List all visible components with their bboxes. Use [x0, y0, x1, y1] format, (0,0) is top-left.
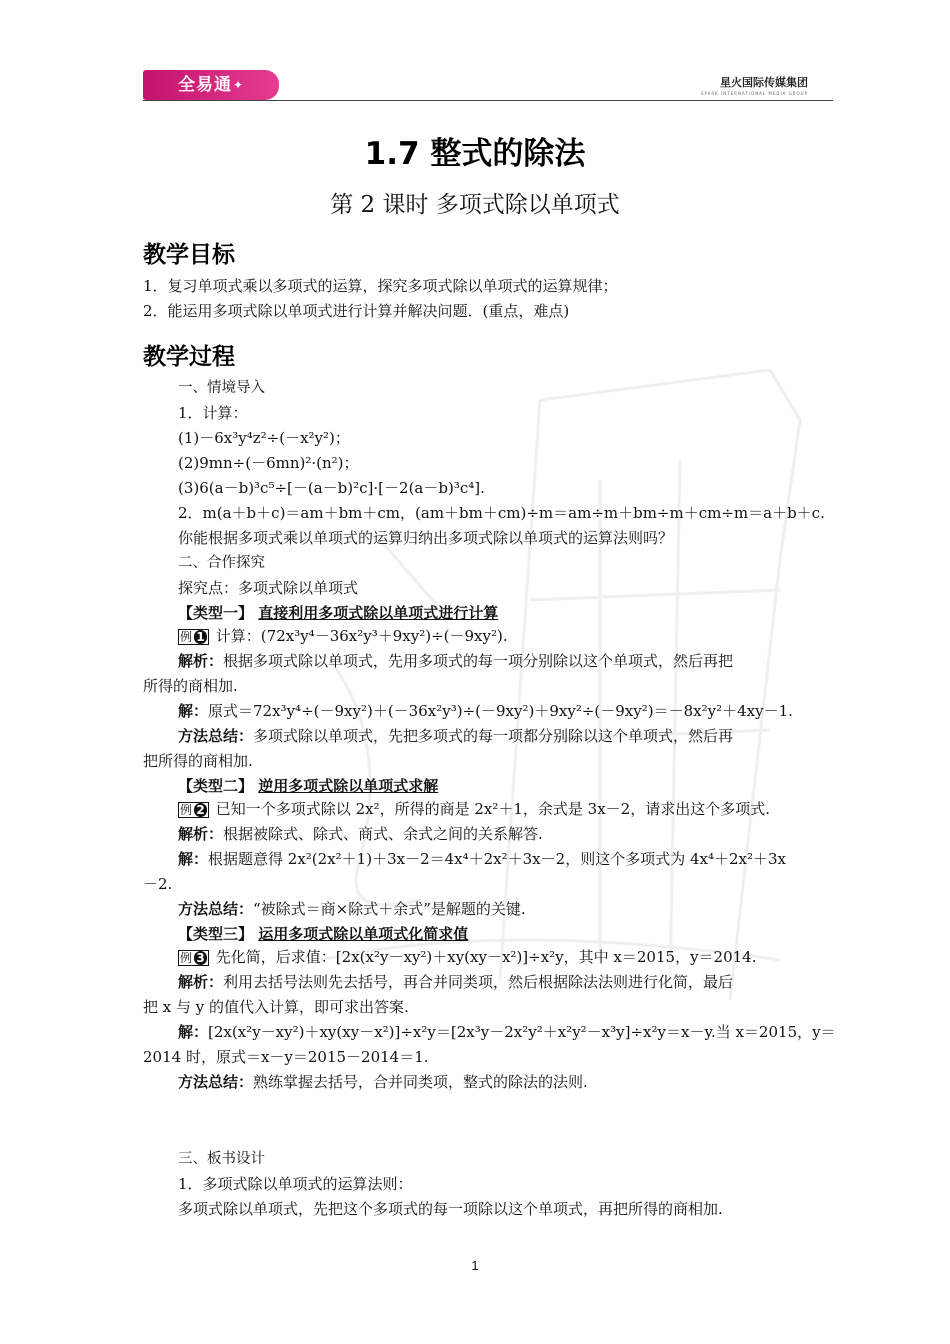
explore-point: 探究点：多项式除以单项式	[178, 579, 359, 597]
page-subtitle: 第 2 课时 多项式除以单项式	[330, 192, 620, 218]
example-3-question	[178, 947, 756, 967]
example-2-question	[178, 799, 770, 819]
example-3-solution	[178, 1022, 836, 1042]
summary-text: 多项式除以单项式，先把多项式的每一项都分别除以这个单项式，然后再	[253, 727, 734, 745]
header-divider	[143, 100, 833, 101]
example-1-badge-label: 例	[180, 630, 193, 644]
solution-text: 根据题意得 2x²(2x²＋1)＋3x－2＝4x⁴＋2x²＋3x－2，则这个多项式为 4x⁴＋2x²＋3x	[208, 850, 786, 868]
publisher-mark	[701, 74, 808, 96]
page-title: 1.7 整式的除法	[364, 136, 586, 172]
summary-text: “被除式＝商×除式＋余式”是解题的关键.	[253, 900, 526, 918]
analysis-text: 利用去括号法则先去括号，再合并同类项，然后根据除法法则进行化简，最后	[223, 973, 734, 991]
intro-question-3: 你能根据多项式乘以单项式的运算归纳出多项式除以单项式的运算法则吗？	[178, 529, 674, 547]
goals-heading: 教学目标	[143, 242, 235, 268]
intro-question-2: 2．m(a＋b＋c)＝am＋bm＋cm，(am＋bm＋cm)÷m＝am÷m＋bm÷m＋cm÷m＝a＋b＋c.	[178, 504, 825, 522]
intro-question-1: 1．计算：	[178, 404, 248, 422]
example-1-summary-cont: 把所得的商相加.	[143, 752, 253, 770]
example-1-badge	[178, 629, 209, 645]
goal-item-1: 1．复习单项式乘以多项式的运算，探究多项式除以单项式的运算规律；	[143, 277, 618, 295]
sparkle-icon: ✦	[232, 78, 245, 92]
solution-text: 原式＝72x³y⁴÷(－9xy²)＋(－36x²y³)÷(－9xy²)＋9xy²÷(－9xy²)＝－8x²y²＋4xy－1.	[208, 702, 793, 720]
example-2-analysis	[178, 824, 543, 844]
type-1-bracket: 【类型一】	[178, 604, 254, 622]
analysis-label: 解析：	[178, 652, 224, 670]
analysis-label: 解析：	[178, 973, 224, 991]
summary-label: 方法总结：	[178, 900, 254, 918]
goal-item-2: 2．能运用多项式除以单项式进行计算并解决问题．(重点，难点)	[143, 302, 570, 320]
summary-label: 方法总结：	[178, 727, 254, 745]
example-2-badge-label: 例	[180, 803, 193, 817]
solution-label: 解：	[178, 702, 209, 720]
type-1-heading	[178, 603, 498, 623]
board-design-rule-text: 多项式除以单项式，先把这个多项式的每一项除以这个单项式，再把所得的商相加.	[178, 1200, 723, 1218]
section-1-title: 一、情境导入	[178, 380, 265, 396]
type-3-heading	[178, 924, 468, 944]
example-1-analysis-cont: 所得的商相加.	[143, 677, 238, 695]
example-1-analysis	[178, 651, 733, 671]
type-2-name: 逆用多项式除以单项式求解	[258, 777, 439, 795]
example-3-question-text: 先化简，后求值：[2x(x²y－xy²)＋xy(xy－x²)]÷x²y，其中 x＝2015，y＝2014.	[215, 948, 757, 966]
example-2-solution	[178, 849, 786, 869]
example-1-badge-number: 1	[194, 630, 207, 644]
type-3-bracket: 【类型三】	[178, 925, 254, 943]
example-2-badge-number: 2	[194, 803, 207, 817]
brand-logo	[143, 70, 279, 100]
summary-label: 方法总结：	[178, 1073, 254, 1091]
summary-text: 熟练掌握去括号，合并同类项，整式的除法的法则.	[253, 1073, 588, 1091]
analysis-text: 根据被除式、除式、商式、余式之间的关系解答.	[223, 825, 543, 843]
example-3-solution-cont: 2014 时，原式＝x－y＝2015－2014＝1.	[143, 1048, 429, 1066]
logo-text: 全易通	[177, 75, 232, 95]
example-3-analysis	[178, 972, 733, 992]
page-number: 1	[471, 1258, 479, 1273]
example-2-solution-cont: －2.	[143, 875, 173, 893]
intro-question-1-part-1: (1)－6x³y⁴z²÷(－x²y²)；	[178, 429, 350, 447]
example-1-question-text: 计算：(72x³y⁴－36x²y³＋9xy²)÷(－9xy²).	[215, 627, 508, 645]
example-2-question-text: 已知一个多项式除以 2x²，所得的商是 2x²＋1，余式是 3x－2，请求出这个多项式.	[215, 800, 770, 818]
section-2-title: 二、合作探究	[178, 555, 265, 571]
example-1-solution	[178, 701, 793, 721]
type-3-name: 运用多项式除以单项式化简求值	[258, 925, 469, 943]
analysis-text: 根据多项式除以单项式，先用多项式的每一项分别除以这个单项式，然后再把	[223, 652, 734, 670]
type-2-bracket: 【类型二】	[178, 777, 254, 795]
publisher-name: 星火国际传媒集团	[720, 76, 808, 89]
solution-label: 解：	[178, 850, 209, 868]
section-3-title: 三、板书设计	[178, 1151, 265, 1167]
process-heading: 教学过程	[143, 344, 235, 370]
solution-label: 解：	[178, 1023, 209, 1041]
board-design-rule-title: 1．多项式除以单项式的运算法则：	[178, 1175, 413, 1193]
type-2-heading	[178, 776, 438, 796]
example-3-summary	[178, 1072, 588, 1092]
intro-question-1-part-3: (3)6(a－b)³c⁵÷[－(a－b)²c]·[－2(a－b)³c⁴].	[178, 479, 485, 497]
example-3-analysis-cont: 把 x 与 y 的值代入计算，即可求出答案.	[143, 998, 409, 1016]
publisher-name-en: SPARK INTERNATIONAL MEDIA GROUP	[700, 91, 808, 96]
example-2-badge	[178, 802, 209, 818]
example-3-badge-label: 例	[180, 951, 193, 965]
type-1-name: 直接利用多项式除以单项式进行计算	[258, 604, 499, 622]
solution-text: [2x(x²y－xy²)＋xy(xy－x²)]÷x²y＝[2x³y－2x²y²＋x²y²－x³y]÷x²y＝x－y.当 x＝2015，y＝	[208, 1023, 836, 1041]
analysis-label: 解析：	[178, 825, 224, 843]
example-1-summary	[178, 726, 733, 746]
example-1-question	[178, 626, 508, 646]
example-3-badge	[178, 950, 209, 966]
example-3-badge-number: 3	[194, 951, 207, 965]
intro-question-1-part-2: (2)9mn÷(－6mn)²·(n²)；	[178, 454, 359, 472]
example-2-summary	[178, 899, 526, 919]
